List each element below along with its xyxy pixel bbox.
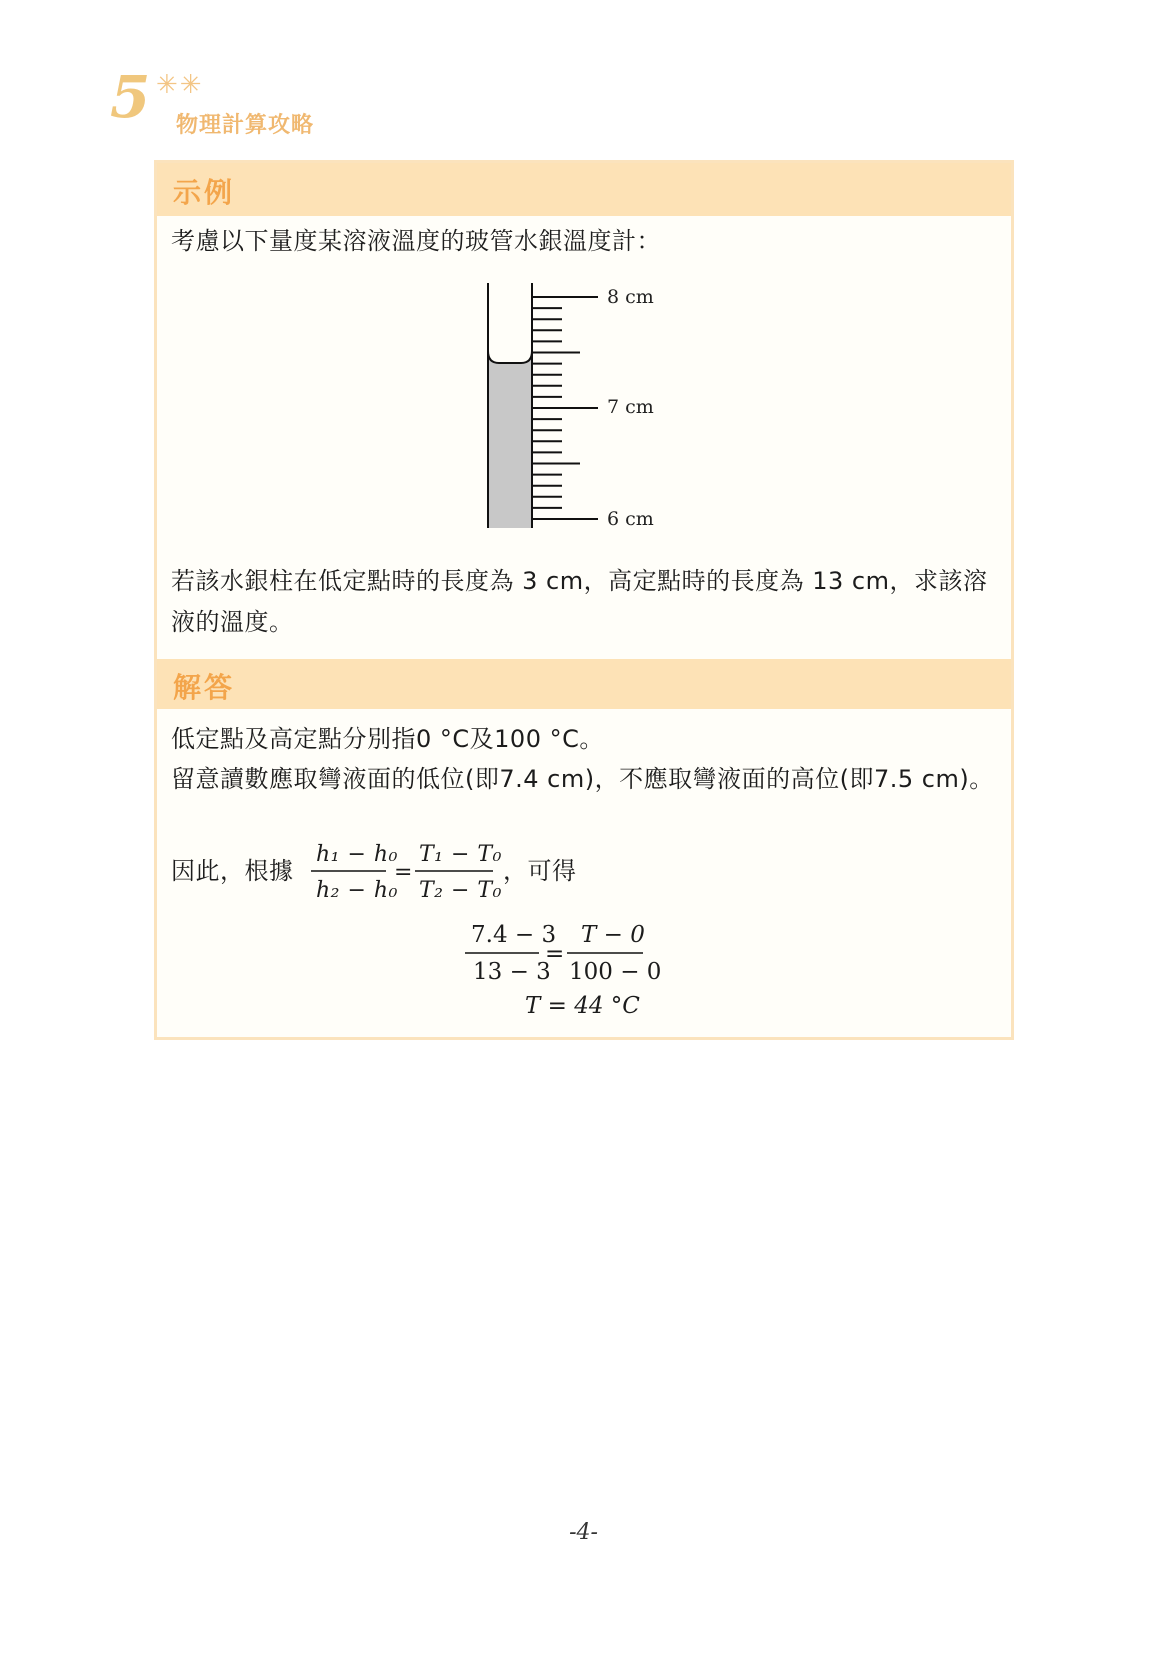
- solution-formula-line: [171, 837, 999, 907]
- formula-den-left: h₂ − h₀: [316, 878, 398, 903]
- label-8cm: 8 cm: [607, 286, 654, 308]
- formula-num-right: T₁ − T₀: [419, 842, 502, 867]
- thermometer-diagram: [487, 283, 787, 563]
- solution-line-2: 留意讀數應取彎液面的低位(即7.4 cm)，不應取彎液面的高位(即7.5 cm)。: [171, 765, 994, 793]
- label-7cm: 7 cm: [607, 396, 654, 418]
- svg-text:=: =: [545, 941, 565, 967]
- formula-num-left: h₁ − h₀: [316, 842, 398, 867]
- formula-suffix: ，可得: [503, 857, 577, 885]
- label-6cm: 6 cm: [607, 508, 654, 530]
- formula-prefix: 因此，根據: [171, 857, 294, 885]
- solution-header: [157, 659, 1011, 709]
- example-header: [157, 163, 1011, 216]
- calc-num-left: 7.4 − 3: [471, 922, 557, 948]
- logo-digit: 5: [110, 63, 151, 131]
- logo-stars: ✳✳: [156, 70, 204, 100]
- calculation: [463, 915, 663, 1031]
- brand-title: 物理計算攻略: [176, 113, 315, 138]
- general-formula: [311, 837, 521, 907]
- mercury-column: [489, 357, 531, 528]
- svg-text:=: =: [394, 860, 413, 885]
- solution-title: 解答: [173, 671, 236, 704]
- solution-line-1: 低定點及高定點分別指0 °C及100 °C。: [171, 725, 604, 753]
- meniscus: [488, 351, 532, 363]
- page-number: -4-: [569, 1520, 598, 1545]
- calc-result: T = 44 °C: [525, 993, 640, 1019]
- calc-num-right: T − 0: [581, 922, 645, 948]
- header-logo: [108, 63, 348, 140]
- formula-den-right: T₂ − T₀: [419, 878, 502, 903]
- scale-ticks: [532, 297, 598, 519]
- example-intro: 考慮以下量度某溶液溫度的玻管水銀溫度計：: [171, 227, 661, 255]
- calc-den-left: 13 − 3: [473, 959, 551, 985]
- example-question: 若該水銀柱在低定點時的長度為 3 cm，高定點時的長度為 13 cm，求該溶液的溫度。: [171, 567, 988, 636]
- example-box: [154, 160, 1014, 1040]
- example-title: 示例: [173, 176, 236, 209]
- calc-den-right: 100 − 0: [569, 959, 662, 985]
